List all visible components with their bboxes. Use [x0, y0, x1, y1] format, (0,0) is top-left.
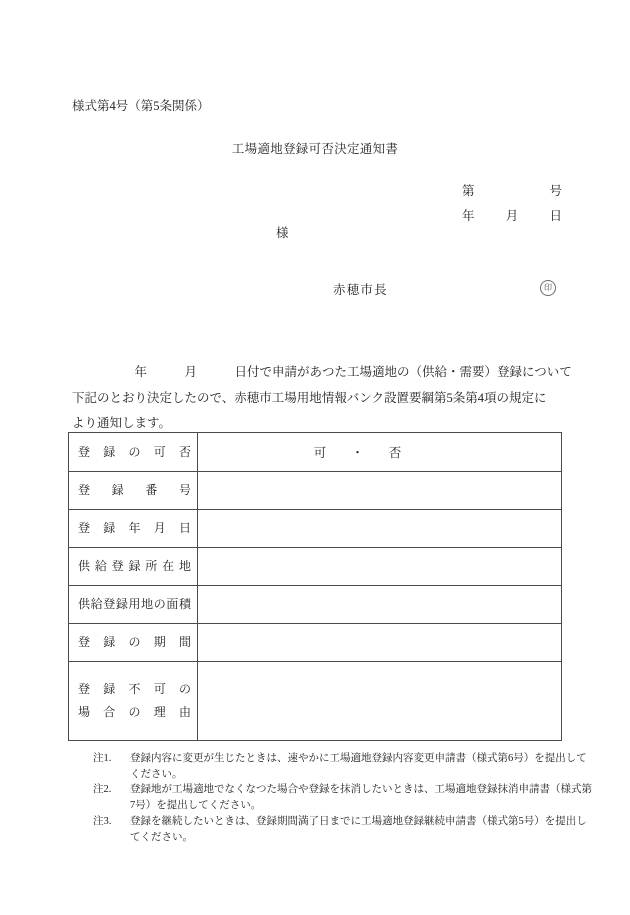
note-item [93, 814, 598, 845]
table-row [69, 623, 561, 661]
doc-number-suffix: 号 [549, 184, 562, 198]
date-day-label: 日 [549, 209, 562, 223]
row-value [198, 510, 561, 547]
row-label: 登録年月日 [69, 510, 198, 547]
row-value [198, 624, 561, 661]
body-line: より通知します。 [72, 416, 172, 430]
body-line: 下記のとおり決定したので、赤穂市工場用地情報バンク設置要綱第5条第4項の規定に [72, 390, 547, 405]
seal-icon [540, 280, 556, 296]
table-row [69, 661, 561, 740]
body-paragraph [72, 360, 584, 437]
form-code: 様式第4号（第5条関係） [72, 99, 210, 113]
approval-value: 可 ・ 否 [313, 446, 402, 460]
note-text: 登録地が工場適地でなくなつた場合や登録を抹消したいときは、工場適地登録抹消申請書（様式第 7号）を提出してください。 [130, 784, 592, 812]
note-number: 注1. [93, 753, 112, 764]
row-label: 登録不可の 場合の理由 [69, 662, 198, 740]
seal-character: 印 [544, 283, 552, 292]
page-title: 工場適地登録可否決定通知書 [231, 142, 399, 156]
note-text: 登録内容に変更が生じたときは、速やかに工場適地登録内容変更申請書（様式第6号）を提出して ください。 [130, 753, 587, 780]
issuer-name: 赤穂市長 [333, 283, 388, 297]
row-label: 登録の可否 [69, 433, 198, 471]
doc-number-prefix: 第 [462, 184, 475, 198]
table-row [69, 433, 561, 471]
row-label: 供給登録所在地 [69, 548, 198, 585]
date-month-label: 月 [505, 209, 519, 223]
row-value [198, 548, 561, 585]
row-value [198, 586, 561, 623]
registration-table [68, 432, 562, 741]
table-row [69, 585, 561, 623]
addressee-suffix: 様 [276, 226, 289, 240]
body-line: 年 月 日付で申請があつた工場適地の（供給・需要）登録について [72, 365, 572, 379]
row-label: 供給登録用地の面積 [69, 586, 198, 623]
row-label: 登録番号 [69, 472, 198, 509]
note-number: 注3. [93, 815, 112, 827]
note-item [93, 782, 598, 813]
note-text: 登録を継続したいときは、登録期間満了日までに工場適地登録継続申請書（様式第5号）を提出し てください。 [130, 815, 587, 843]
note-number: 注2. [93, 784, 112, 796]
notes-section [93, 751, 598, 845]
doc-number-line [462, 181, 562, 199]
date-line [462, 206, 562, 224]
date-year-label: 年 [462, 209, 475, 223]
table-row [69, 509, 561, 547]
table-row [69, 547, 561, 585]
row-value [198, 662, 561, 740]
table-row [69, 471, 561, 509]
row-value [198, 472, 561, 509]
note-item [93, 751, 598, 782]
row-label: 登録の期間 [69, 624, 198, 661]
